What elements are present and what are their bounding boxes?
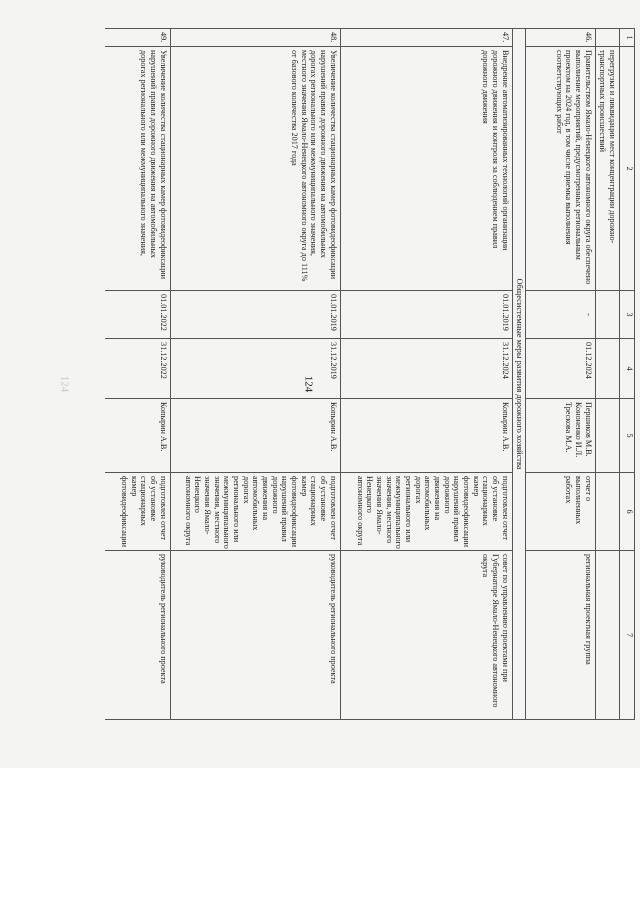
bleed-through-page-number: 124 (58, 375, 71, 393)
control-body: региональная проектная группа (525, 551, 595, 720)
table-row (170, 29, 340, 720)
end-date: 31.12.2022 (105, 339, 170, 399)
result: подготовлен отчет об установке стационарных камер фотовидеофиксации (105, 473, 170, 551)
start-date: - (525, 291, 595, 339)
responsible: Копырин А.В. (105, 399, 170, 473)
start-date (595, 291, 619, 339)
row-number: 47. (340, 29, 512, 47)
section-title: Общесистемные меры развития дорожного хозяйства (512, 29, 525, 720)
page-number: 124 (302, 375, 315, 393)
header-cell: 7 (620, 551, 635, 720)
header-cell: 4 (620, 339, 635, 399)
responsible: Першиков М.В. Кононенко И.Л. Трескова М.А. (525, 399, 595, 473)
measure-name: Увеличение количества стационарных камер фотовидеофиксации нарушений правил дорожного движения на автомобильных дорогах регионального или межмуниципального значения, местного значения Ямало-Ненецкого автономного округа до 111% от базового количества 2017 года (170, 47, 340, 291)
table-row (340, 29, 512, 720)
table-row (525, 29, 595, 720)
measure-name: перегрузки и ликвидации мест концентрации дорожно-транспортных происшествий (595, 47, 619, 291)
start-date: 01.01.2022 (105, 291, 170, 339)
section-row (512, 29, 525, 720)
result: отчет о выполненных работах (525, 473, 595, 551)
result: подготовлен отчет об установке стационарных камер фотовидеофиксации нарушений правил дорожного движения на автомобильных дорогах регионального или межмуниципального значения, местного значения Ямало-Ненецкого автономного округа (340, 473, 512, 551)
header-row (620, 29, 635, 720)
header-cell: 2 (620, 47, 635, 291)
row-number: 49. (105, 29, 170, 47)
control-body (595, 551, 619, 720)
responsible: Копырин А.В. (170, 399, 340, 473)
schedule-table (105, 28, 635, 720)
responsible: Копырин А.В. (340, 399, 512, 473)
header-cell: 5 (620, 399, 635, 473)
measure-name: Правительством Ямало-Ненецкого автономного округа обеспечено выполнение мероприятий, предусмотренных региональным проектом на 2024 год, в том числе приемка выполнения соответствующих работ (525, 47, 595, 291)
table-row (105, 29, 170, 720)
row-number: 46. (525, 29, 595, 47)
result (595, 473, 619, 551)
control-body: совет по управлению проектами при Губернаторе Ямало-Ненецкого автономного округа (340, 551, 512, 720)
header-cell: 3 (620, 291, 635, 339)
header-cell: 1 (620, 29, 635, 47)
end-date: 31.12.2024 (340, 339, 512, 399)
end-date: 01.12.2024 (525, 339, 595, 399)
result: подготовлен отчет об установке стационарных камер фотовидеофиксации нарушений правил дорожного движения на автомобильных дорогах регионального или межмуниципального значения, местного значения Ямало-Ненецкого автономного округа (170, 473, 340, 551)
table-row (595, 29, 619, 720)
row-number: 48. (170, 29, 340, 47)
measure-name: Внедрение автоматизированных технологий организации дорожного движения и контроля за соблюдением правил дорожного движения (340, 47, 512, 291)
end-date: 31.12.2019 (170, 339, 340, 399)
row-number (595, 29, 619, 47)
start-date: 01.01.2019 (340, 291, 512, 339)
header-cell: 6 (620, 473, 635, 551)
control-body: руководитель регионального проекта (105, 551, 170, 720)
responsible (595, 399, 619, 473)
start-date: 01.01.2019 (170, 291, 340, 339)
control-body: руководитель регионального проекта (170, 551, 340, 720)
end-date (595, 339, 619, 399)
measure-name: Увеличение количества стационарных камер фотовидеофиксации нарушений правил дорожного движения на автомобильных дорогах регионального или межмуниципального значения, (105, 47, 170, 291)
rotated-table-wrapper (105, 28, 635, 720)
